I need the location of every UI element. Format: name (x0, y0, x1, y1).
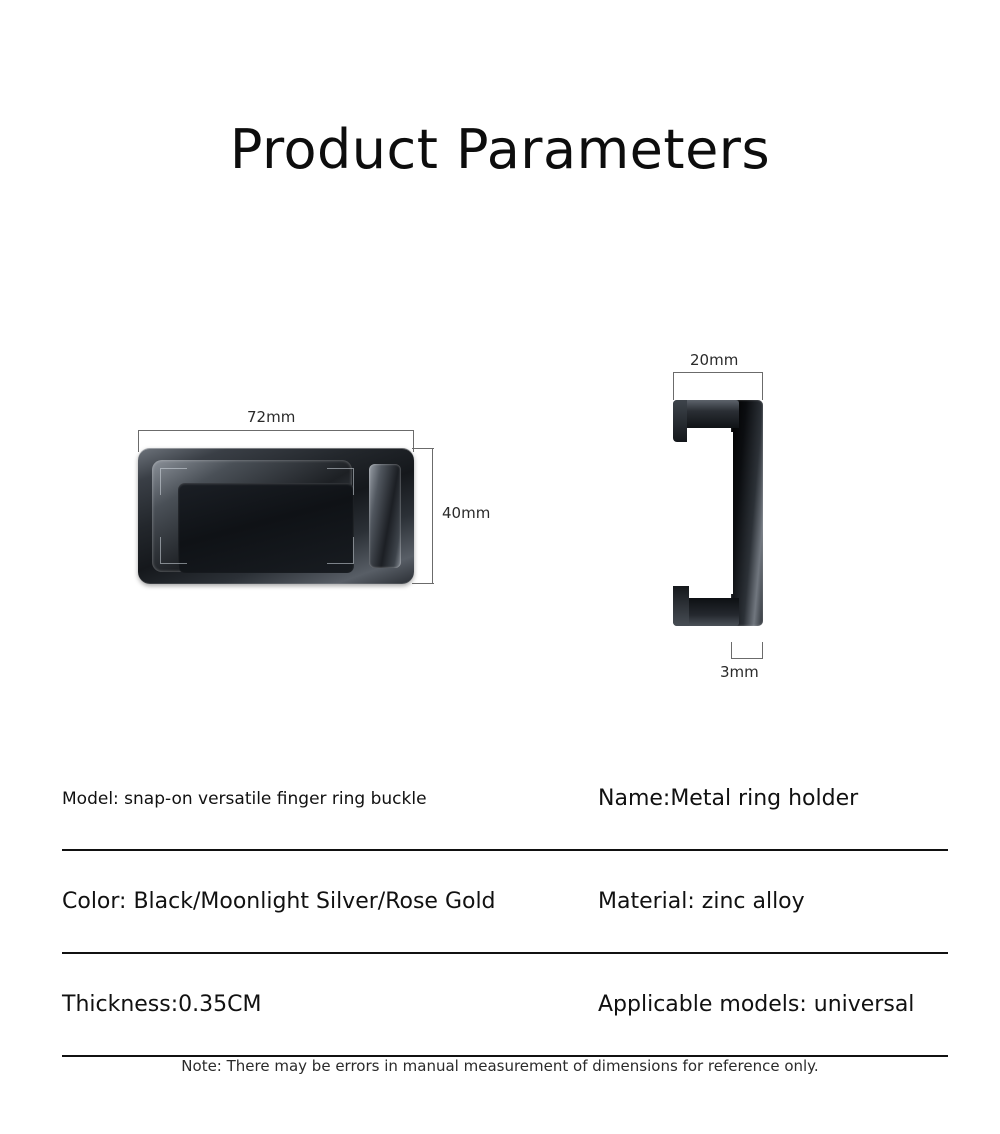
bevel-corner-bottom-left (160, 537, 187, 564)
thickness-dimension-label: 3mm (716, 663, 763, 681)
side-width-dimension-line (673, 372, 763, 373)
side-width-tick-right (762, 372, 763, 400)
side-view-gap (689, 432, 733, 594)
spec-cell-applicable-models (598, 954, 948, 1055)
bevel-corner-top-right (327, 468, 354, 495)
spec-cell-thickness (62, 954, 598, 1055)
side-view-spine (731, 400, 763, 626)
page-title: Product Parameters (229, 118, 771, 181)
height-dimension-tick-top (412, 448, 434, 449)
front-view-product-image (138, 448, 414, 584)
side-width-tick-left (673, 372, 674, 400)
spec-name-text: Name:Metal ring holder (598, 786, 859, 811)
measurement-note: Note: There may be errors in manual measurement of dimensions for reference only. (181, 1057, 819, 1075)
spec-cell-material (598, 851, 948, 952)
height-dimension-line (432, 448, 433, 584)
spec-color-text: Color: Black/Moonlight Silver/Rose Gold (62, 889, 496, 914)
spec-applicable-models-text: Applicable models: universal (598, 992, 915, 1017)
side-view-product-image (665, 378, 763, 648)
product-diagram (0, 330, 1000, 730)
width-dimension-line (138, 430, 414, 431)
side-width-dimension-label: 20mm (686, 351, 742, 369)
spec-material-text: Material: zinc alloy (598, 889, 805, 914)
spec-cell-name (598, 748, 948, 849)
bevel-corner-top-left (160, 468, 187, 495)
spec-model-text: Model: snap-on versatile finger ring buckle (62, 788, 427, 809)
spec-cell-color (62, 851, 598, 952)
thickness-dimension-line (731, 658, 763, 659)
table-row (62, 954, 948, 1057)
width-dimension-label: 72mm (243, 408, 299, 426)
ring-holder-plate (138, 448, 414, 584)
height-dimension-tick-bottom (412, 583, 434, 584)
thickness-tick-right (762, 642, 763, 658)
bevel-corner-bottom-right (327, 537, 354, 564)
side-view-top-lip (673, 400, 687, 442)
specification-table (62, 748, 948, 1057)
height-dimension-label: 40mm (438, 504, 494, 522)
table-row (62, 851, 948, 954)
spec-thickness-text: Thickness:0.35CM (62, 992, 262, 1017)
table-row (62, 748, 948, 851)
thickness-tick-left (731, 642, 732, 658)
spec-cell-model (62, 748, 598, 849)
ring-holder-side-strip (369, 464, 401, 568)
side-view-bottom-lip (673, 586, 689, 626)
width-dimension-tick-left (138, 430, 139, 452)
